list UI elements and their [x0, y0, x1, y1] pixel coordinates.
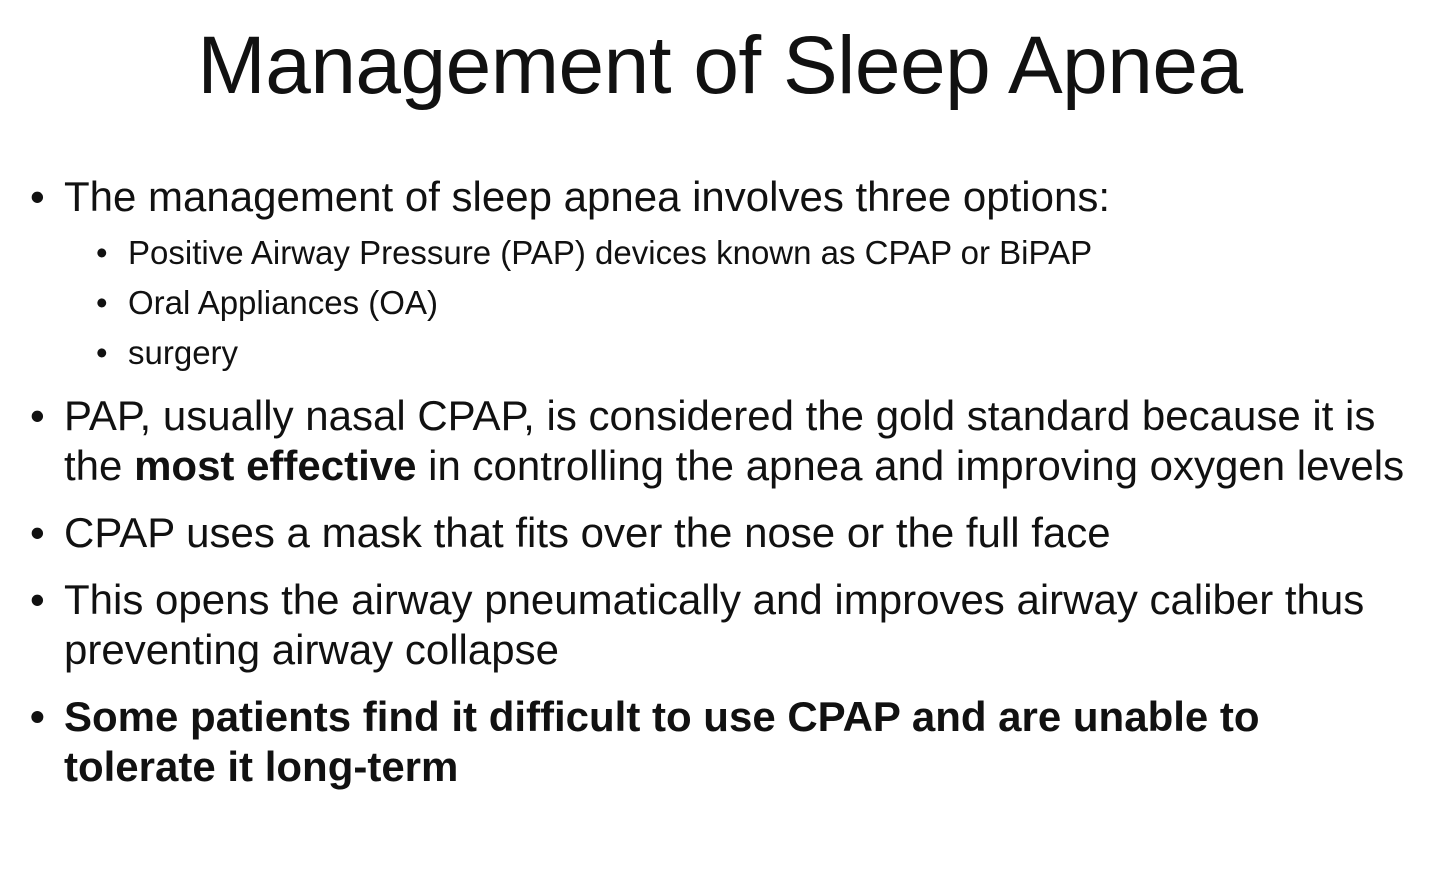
slide-title: Management of Sleep Apnea: [197, 20, 1243, 111]
bullet-text: CPAP uses a mask that fits over the nose or the full face: [64, 509, 1111, 556]
bullet-text-end: in controlling the apnea and improving oxygen levels: [416, 442, 1405, 489]
bullet-marker: •: [30, 173, 45, 220]
sub-bullet-pap-devices: [30, 228, 1420, 278]
bullet-opens-airway: [30, 575, 1420, 675]
bullet-text: The management of sleep apnea involves three options:: [64, 173, 1111, 220]
bullet-text-emphasis: most effective: [134, 442, 417, 489]
bullet-marker: •: [30, 693, 45, 740]
bullet-marker: •: [30, 509, 45, 556]
bullet-marker: •: [30, 392, 45, 439]
bullet-marker: •: [30, 576, 45, 623]
bullet-management-options: [30, 172, 1420, 222]
sub-bullet-surgery: [30, 328, 1420, 378]
sub-bullet-marker: •: [96, 284, 108, 321]
bullet-tolerance-warning: [30, 692, 1420, 792]
sub-bullet-marker: •: [96, 234, 108, 271]
sub-bullet-text: surgery: [128, 334, 239, 371]
bullet-text: Some patients find it difficult to use CPAP and are unable to tolerate it long-term: [64, 693, 1260, 790]
sub-list-options: [30, 228, 1420, 378]
slide-content: [30, 172, 1420, 792]
bullet-cpap-mask: [30, 508, 1420, 558]
sub-bullet-marker: •: [96, 334, 108, 371]
bullet-text-start: PAP, usually nasal CPAP, is considered the gold standard because it is the: [64, 392, 1376, 489]
sub-bullet-text: Positive Airway Pressure (PAP) devices known as CPAP or BiPAP: [128, 234, 1093, 271]
bullet-text: This opens the airway pneumatically and improves airway caliber thus preventing airway collapse: [64, 576, 1365, 673]
sub-bullet-text: Oral Appliances (OA): [128, 284, 438, 321]
bullet-pap-gold-standard: [30, 391, 1420, 491]
sub-bullet-oral-appliances: [30, 278, 1420, 328]
